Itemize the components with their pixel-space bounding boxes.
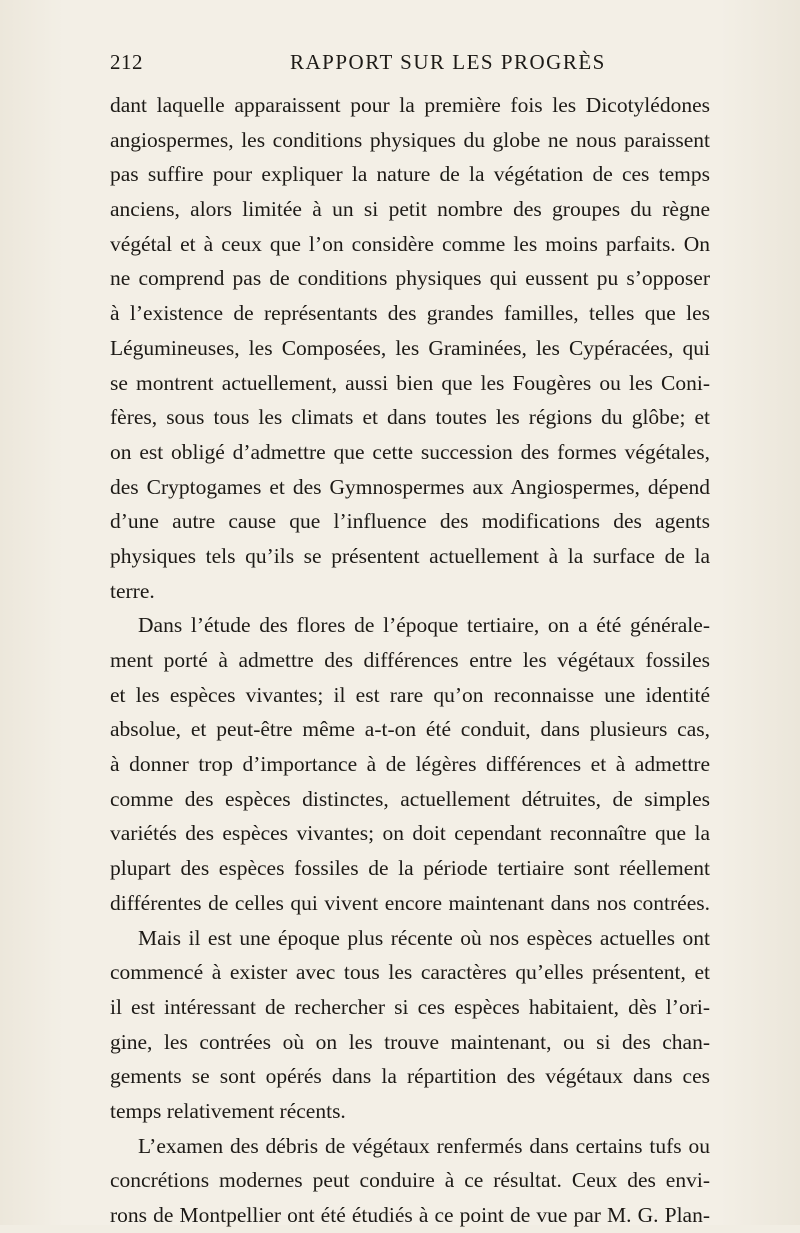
text-line: commencé à exister avec tous les caractères qu’elles présentent, et	[110, 960, 710, 985]
text-line: absolue, et peut-être même a-t-on été conduit, dans plusieurs cas,	[110, 717, 710, 742]
text-line: L’examen des débris de végétaux renfermés dans certains tufs ou	[138, 1133, 710, 1158]
text-line: concrétions modernes peut conduire à ce résultat. Ceux des envi-	[110, 1168, 710, 1193]
paragraph	[110, 608, 710, 920]
text-line: d’une autre cause que l’influence des modifications des agents	[110, 509, 710, 534]
text-line: variétés des espèces vivantes; on doit cependant reconnaître que la	[110, 821, 710, 846]
text-line: ne comprend pas de conditions physiques qui eussent pu s’opposer	[110, 266, 710, 291]
paragraph	[110, 1129, 710, 1233]
paragraph	[110, 88, 710, 608]
text-line: et les espèces vivantes; il est rare qu’on reconnaisse une identité	[110, 682, 710, 707]
text-line: à l’existence de représentants des grandes familles, telles que les	[110, 301, 710, 326]
text-line: terre.	[110, 578, 155, 603]
text-line: temps relativement récents.	[110, 1098, 346, 1123]
text-line: comme des espèces distinctes, actuellement détruites, de simples	[110, 786, 710, 811]
text-line: gine, les contrées où on les trouve maintenant, ou si des chan-	[110, 1029, 710, 1054]
text-line: à donner trop d’importance à de légères différences et à admettre	[110, 752, 710, 777]
text-line: Mais il est une époque plus récente où nos espèces actuelles ont	[138, 925, 710, 950]
text-line: des Cryptogames et des Gymnospermes aux Angiospermes, dépend	[110, 474, 710, 499]
text-line: angiospermes, les conditions physiques du globe ne nous paraissent	[110, 127, 710, 152]
text-line: pas suffire pour expliquer la nature de la végétation de ces temps	[110, 162, 710, 187]
text-line: gements se sont opérés dans la répartition des végétaux dans ces	[110, 1064, 710, 1089]
running-head: RAPPORT SUR LES PROGRÈS	[290, 50, 606, 74]
text-line: il est intéressant de rechercher si ces espèces habitaient, dès l’ori-	[110, 994, 710, 1019]
text-line: se montrent actuellement, aussi bien que les Fougères ou les Coni-	[110, 370, 710, 395]
text-line: on est obligé d’admettre que cette succession des formes végétales,	[110, 439, 710, 464]
text-line: plupart des espèces fossiles de la période tertiaire sont réellement	[110, 856, 710, 881]
text-line: dant laquelle apparaissent pour la première fois les Dicotylédones	[110, 93, 710, 117]
text-line: différentes de celles qui vivent encore maintenant dans nos contrées.	[110, 890, 710, 915]
text-line: végétal et à ceux que l’on considère comme les moins parfaits. On	[110, 231, 710, 256]
text-line: Dans l’étude des flores de l’époque tertiaire, on a été générale-	[138, 613, 710, 638]
paragraph	[110, 921, 710, 1129]
page-number: 212	[110, 50, 143, 74]
body-text	[110, 88, 710, 1233]
text-line: physiques tels qu’ils se présentent actuellement à la surface de la	[110, 543, 710, 568]
text-line: ment porté à admettre des différences entre les végétaux fossiles	[110, 648, 710, 672]
text-line: anciens, alors limitée à un si petit nombre des groupes du règne	[110, 197, 710, 222]
text-line: fères, sous tous les climats et dans toutes les régions du glôbe; et	[110, 405, 710, 430]
text-line: Légumineuses, les Composées, les Graminées, les Cypéracées, qui	[110, 335, 710, 360]
text-line: rons de Montpellier ont été étudiés à ce point de vue par M. G. Plan-	[110, 1203, 710, 1227]
page-header	[110, 50, 710, 84]
